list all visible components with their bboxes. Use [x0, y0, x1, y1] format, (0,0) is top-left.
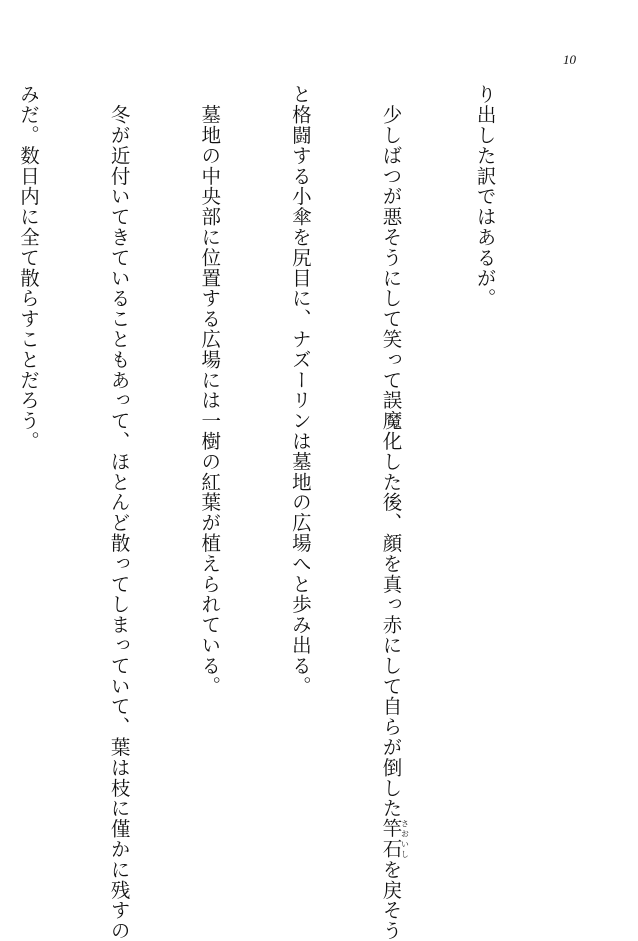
text-line: 冬が近付いてきていることもあって、ほとんど散ってしまっていて、葉は枝に僅かに残すの	[107, 84, 131, 941]
text-line: と格闘する小傘を尻目に、ナズーリンは墓地の広場へと歩み出る。	[288, 84, 312, 696]
text-line: みだ。数日内に全て散らすことだろう。	[17, 84, 41, 452]
text-line: り出した訳ではあるが。	[473, 84, 497, 309]
text-line: 墓地の中央部に位置する広場には一樹の紅葉が植えられている。	[198, 84, 222, 696]
body-text	[0, 84, 560, 941]
text-line-with-ruby: 少しばつが悪そうにして笑って誤魔化した後、顔を真っ赤にして自らが倒した竿石さおいしを戻そう	[379, 84, 410, 941]
ruby-reading: さおいし	[400, 818, 410, 860]
ruby-annotation: 竿石さおいし	[379, 818, 410, 860]
page-number: 10	[563, 52, 576, 67]
